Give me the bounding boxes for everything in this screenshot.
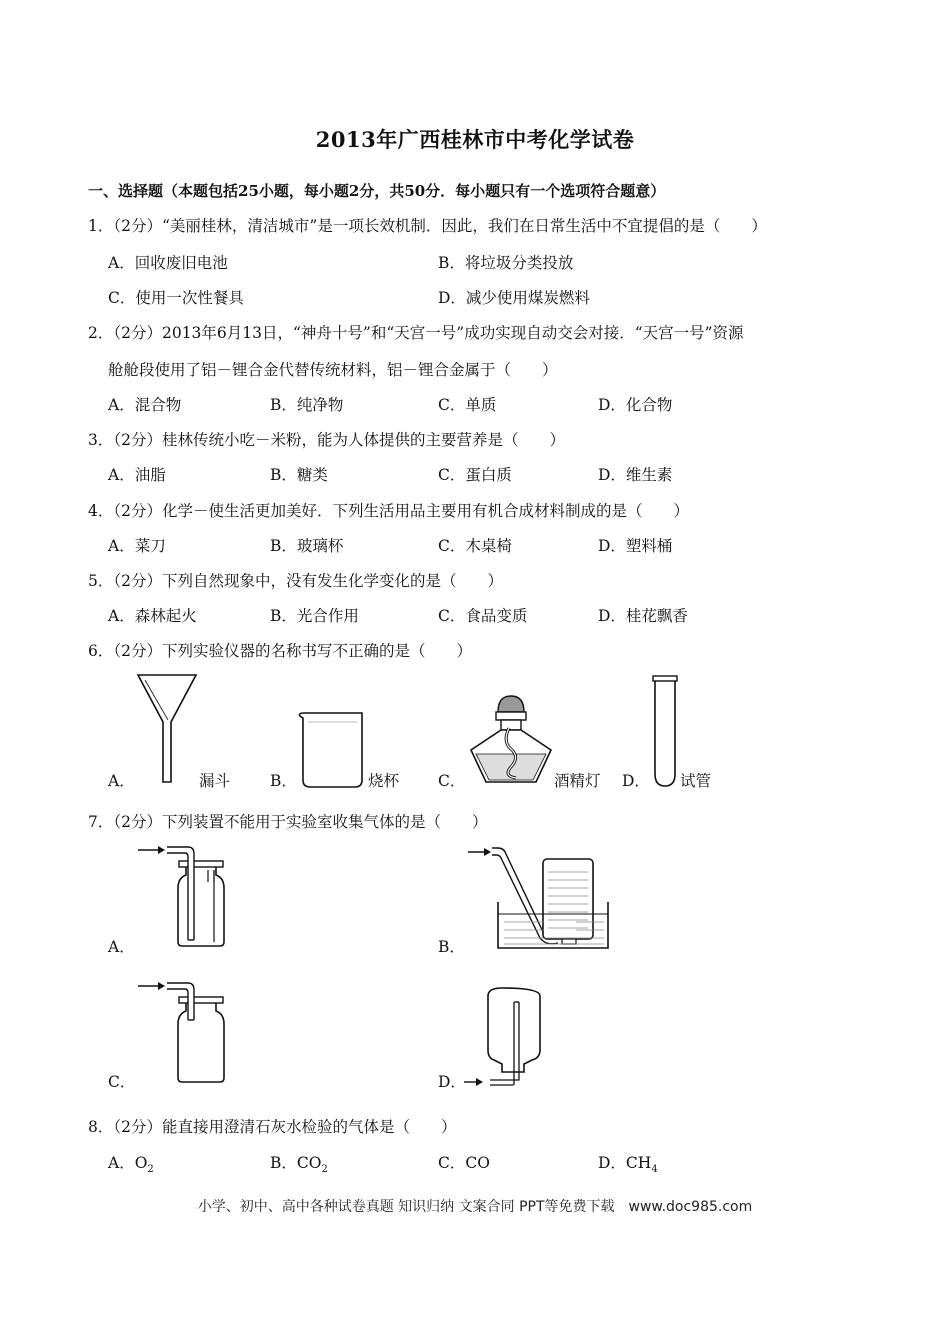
- water-displacement-figure: [464, 842, 614, 952]
- inverted-bottle-figure: [462, 986, 552, 1086]
- q5-option-c: C．食品变质: [438, 607, 528, 625]
- q6-label-d: D．: [622, 772, 650, 790]
- q2-option-a: A．混合物: [108, 396, 182, 414]
- q8-option-a: A．$O_2$: [108, 1154, 154, 1176]
- q6-name-c: 酒精灯: [554, 772, 601, 790]
- q2-option-b: B．纯净物: [270, 396, 344, 414]
- q8-option-b: B．$CO_2$: [270, 1154, 328, 1176]
- q2-option-c: C．单质: [438, 396, 497, 414]
- funnel-figure: [135, 672, 205, 792]
- footer-text: 小学、初中、高中各种试卷真题 知识归纳 文案合同 PPT等免费下载 www.doc985.com: [197, 1199, 753, 1215]
- question-1: 1．（2分）“美丽桂林，清洁城市”是一项长效机制．因此，我们在日常生活中不宜提倡的是（ ）: [88, 217, 767, 235]
- q1-option-d: D．减少使用煤炭燃料: [438, 289, 590, 307]
- q3-option-d: D．维生素: [598, 466, 673, 484]
- question-7: 7．（2分）下列装置不能用于实验室收集气体的是（ ）: [88, 813, 488, 831]
- q6-name-b: 烧杯: [368, 772, 400, 790]
- question-4: 4．（2分）化学－使生活更加美好．下列生活用品主要用有机合成材料制成的是（ ）: [88, 502, 689, 520]
- q1-option-b: B．将垃圾分类投放: [438, 254, 574, 272]
- test-tube-figure: [650, 674, 680, 790]
- gas-bottle-long-tube-figure: [134, 840, 234, 950]
- q5-option-a: A．森林起火: [108, 607, 197, 625]
- q4-option-c: C．木桌椅: [438, 537, 512, 555]
- q6-label-c: C．: [438, 772, 466, 790]
- page-title: 2013年广西桂林市中考化学试卷: [315, 127, 635, 152]
- q8-option-d: D．$CH_4$: [598, 1154, 658, 1176]
- alcohol-lamp-figure: [466, 692, 556, 792]
- q2-option-d: D．化合物: [598, 396, 673, 414]
- q4-option-d: D．塑料桶: [598, 537, 673, 555]
- q8-option-c: C．CO: [438, 1154, 490, 1172]
- question-3: 3．（2分）桂林传统小吃－米粉，能为人体提供的主要营养是（ ）: [88, 431, 565, 449]
- question-8: 8．（2分）能直接用澄清石灰水检验的气体是（ ）: [88, 1118, 457, 1136]
- beaker-figure: [296, 710, 368, 790]
- q1-option-a: A．回收废旧电池: [108, 254, 228, 272]
- gas-bottle-short-tube-figure: [134, 976, 234, 1086]
- q1-option-c: C．使用一次性餐具: [108, 289, 244, 307]
- q6-label-b: B．: [270, 772, 297, 790]
- q4-option-a: A．菜刀: [108, 537, 166, 555]
- q3-option-a: A．油脂: [108, 466, 166, 484]
- q7-label-b: B．: [438, 938, 465, 956]
- q5-option-d: D．桂花飘香: [598, 607, 688, 625]
- q3-option-b: B．糖类: [270, 466, 328, 484]
- q7-label-a: A．: [108, 938, 135, 956]
- q3-option-c: C．蛋白质: [438, 466, 512, 484]
- question-2: 2．（2分）2013年6月13日，“神舟十号”和“天宫一号”成功实现自动交会对接．“天宫一号”资源: [88, 324, 744, 342]
- q6-name-a: 漏斗: [199, 772, 231, 790]
- q6-label-a: A．: [108, 772, 135, 790]
- q7-label-c: C．: [108, 1073, 136, 1091]
- question-5: 5．（2分）下列自然现象中，没有发生化学变化的是（ ）: [88, 572, 503, 590]
- q4-option-b: B．玻璃杯: [270, 537, 344, 555]
- question-6: 6．（2分）下列实验仪器的名称书写不正确的是（ ）: [88, 642, 472, 660]
- q7-label-d: D．: [438, 1073, 466, 1091]
- question-2-continued: 舱舱段使用了铝－锂合金代替传统材料，铝－锂合金属于（ ）: [108, 361, 558, 379]
- q5-option-b: B．光合作用: [270, 607, 359, 625]
- q6-name-d: 试管: [680, 772, 712, 790]
- section-heading: 一、选择题（本题包括25小题，每小题2分，共50分．每小题只有一个选项符合题意）: [88, 182, 666, 200]
